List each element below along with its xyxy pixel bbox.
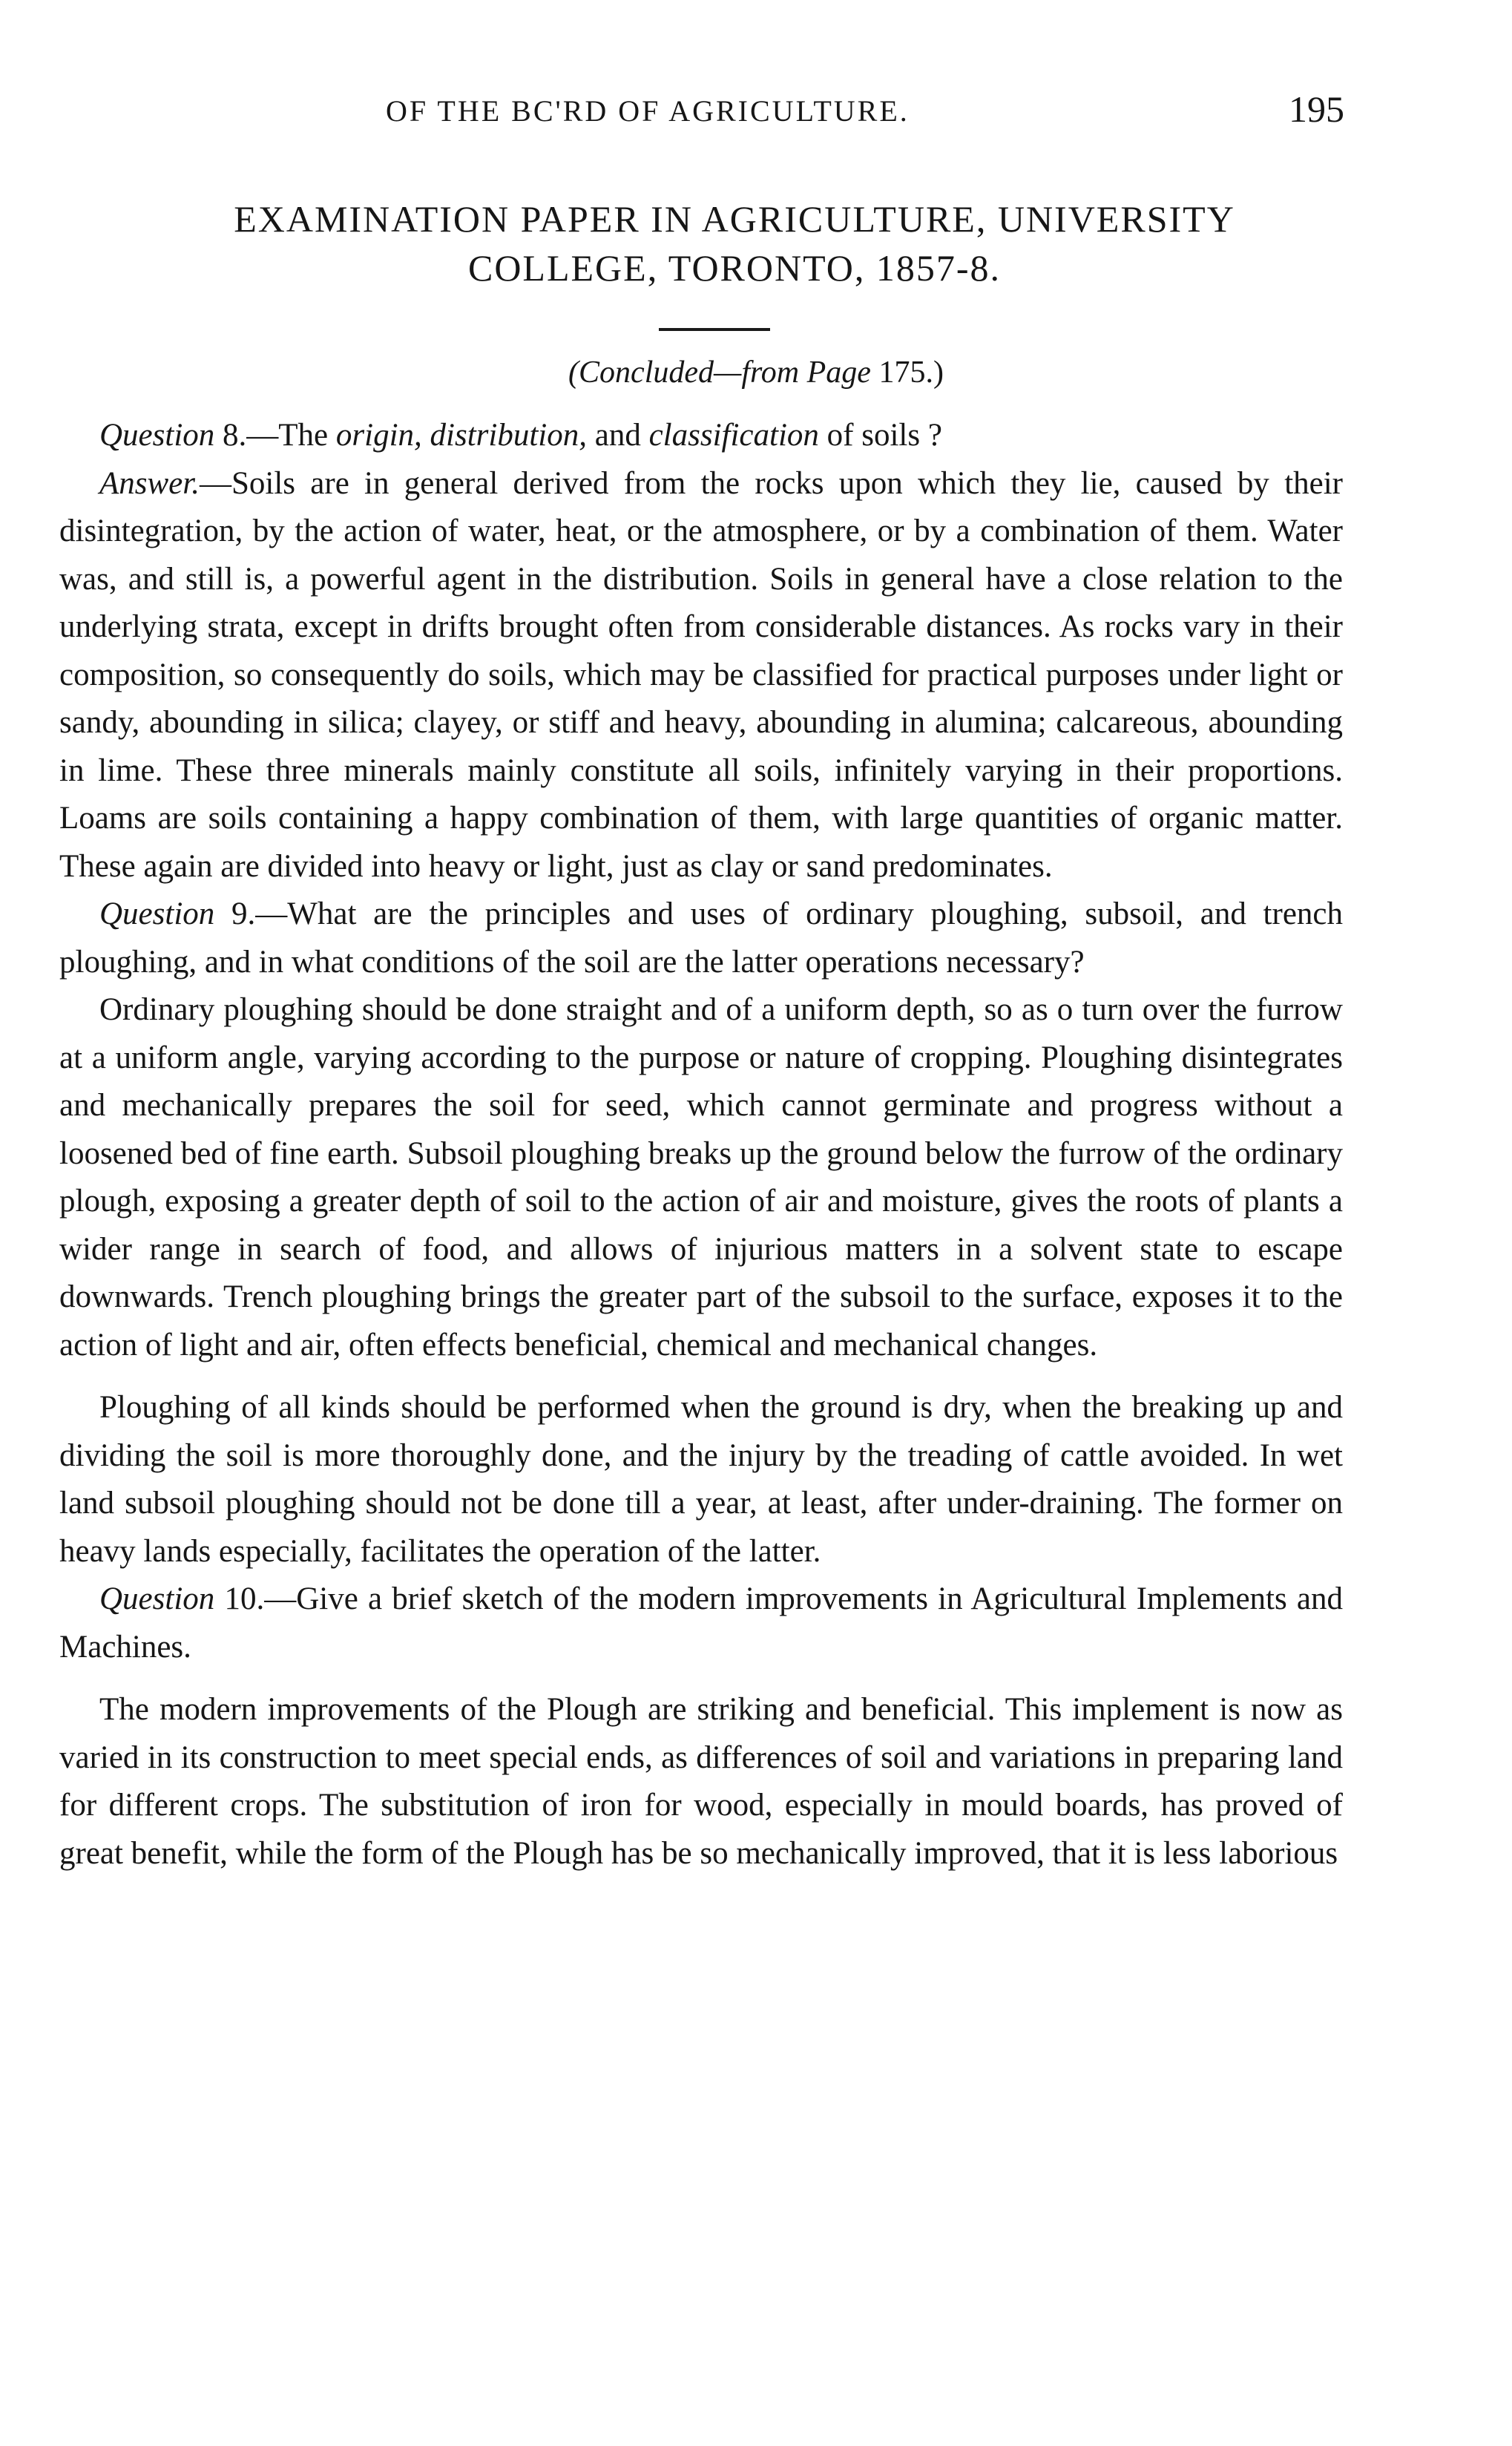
page-number: 195 bbox=[1289, 88, 1344, 130]
question-text-post: of soils ? bbox=[818, 418, 942, 453]
question-number: 10. bbox=[224, 1581, 265, 1616]
title-rule bbox=[659, 328, 770, 331]
question-emphasis-1: origin, distribution, bbox=[335, 418, 587, 453]
answer-text: —Soils are in general derived from the rocks upon which they lie, caused by their disintegration, by the action of water, heat, or the atmosphere, or by a combination of them. Water was, and still is, a powerful agent in the distribution. Soils in general have a close relation to the underlying strata, except in drifts brought often from considerable distances. As rocks vary in their composition, so consequently do soils, which may be classified for practical purposes under light or sandy, abounding in silica; clayey, or stiff and heavy, abounding in alumina; calcareous, abounding in lime. These three minerals mainly constitute all soils, infinitely varying in their proportions. Loams are soils containing a happy combination of them, with large quantities of organic matter. These again are divided into heavy or light, just as clay or sand predominates. bbox=[59, 465, 1343, 884]
running-head bbox=[0, 88, 1512, 132]
question-number: 8. bbox=[223, 418, 247, 453]
continuation-note bbox=[0, 355, 1512, 390]
question-label: Question bbox=[99, 896, 215, 931]
answer-9-paragraph-2: Ploughing of all kinds should be performed when the ground is dry, when the breaking up and dividing the soil is more thoroughly done, and the injury by the treading of cattle avoided. In wet land subsoil ploughing should not be done till a year, at least, after under-draining. The former on heavy lands especially, facilitates the operation of the latter. bbox=[59, 1390, 1343, 1569]
article-body bbox=[59, 412, 1343, 1878]
question-9 bbox=[59, 891, 1343, 986]
question-text-mid: and bbox=[586, 418, 649, 453]
question-text: —Give a brief sketch of the modern improvements in Agricultural Implements and Machines. bbox=[59, 1581, 1343, 1665]
continuation-text: (Concluded—from bbox=[568, 355, 800, 390]
answer-label: Answer. bbox=[99, 465, 200, 501]
question-label: Question bbox=[99, 1581, 215, 1616]
continuation-page-number: 175.) bbox=[878, 355, 944, 390]
question-number: 9. bbox=[231, 896, 256, 931]
question-label: Question bbox=[99, 418, 215, 453]
continuation-page-word: Page bbox=[806, 355, 871, 390]
title-line-2: COLLEGE, TORONTO, 1857-8. bbox=[467, 247, 1002, 289]
question-emphasis-2: classification bbox=[648, 418, 819, 453]
title-line-1: EXAMINATION PAPER IN AGRICULTURE, UNIVERSITY bbox=[234, 198, 1235, 240]
question-8 bbox=[59, 412, 1343, 460]
running-title: OF THE BC'RD OF AGRICULTURE. bbox=[386, 94, 910, 128]
answer-8 bbox=[59, 460, 1343, 891]
answer-10-paragraph-1: The modern improvements of the Plough are striking and beneficial. This implement is now as varied in its construction to meet special ends, as differences of soil and variations in preparing land for different crops. The substitution of iron for wood, especially in mould boards, has proved of great benefit, while the form of the Plough has be so mechanically improved, that it is less laborious bbox=[59, 1692, 1343, 1871]
question-10 bbox=[59, 1576, 1343, 1671]
question-text-pre: —The bbox=[246, 418, 336, 453]
article-title bbox=[111, 194, 1358, 292]
answer-9-paragraph-1: Ordinary ploughing should be done straight and of a uniform depth, so as o turn over the furrow at a uniform angle, varying according to the purpose or nature of cropping. Ploughing disintegrates and mechanically prepares the soil for seed, which cannot germinate and progress without a loosened bed of fine earth. Subsoil ploughing breaks up the ground below the furrow of the ordinary plough, exposing a greater depth of soil to the action of air and moisture, gives the roots of plants a wider range in search of food, and allows of injurious matters in a solvent state to escape downwards. Trench ploughing brings the greater part of the subsoil to the surface, exposes it to the action of light and air, often effects beneficial, chemical and mechanical changes. bbox=[59, 992, 1343, 1363]
question-text: —What are the principles and uses of ordinary ploughing, subsoil, and trench ploughing, and in what conditions of the soil are the latter operations necessary? bbox=[59, 896, 1343, 980]
